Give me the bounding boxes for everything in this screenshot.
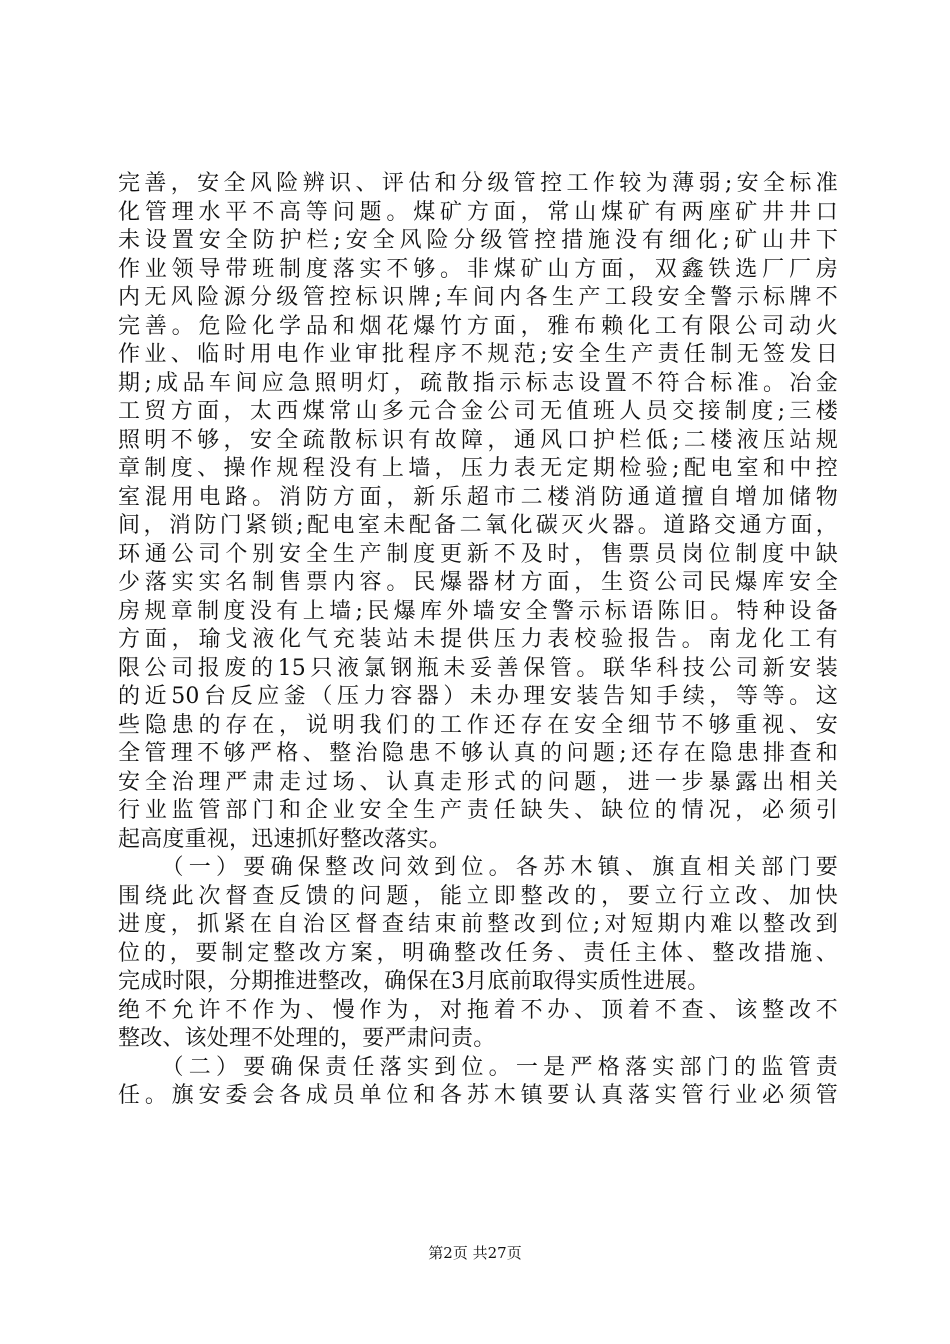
text-line: 围绕此次督查反馈的问题，能立即整改的，要立行立改、加快	[118, 883, 838, 909]
text-line: 内无风险源分级管控标识牌;车间内各生产工段安全警示标牌不	[118, 285, 838, 310]
text-line: 照明不够，安全疏散标识有故障，通风口护栏低;二楼液压站规	[118, 427, 838, 453]
text-line: 少落实实名制售票内容。民爆器材方面，生资公司民爆库安全	[118, 570, 838, 595]
text-line: 完善。危险化学品和烟花爆竹方面，雅布赖化工有限公司动火	[118, 313, 838, 339]
text-line: 作业、临时用电作业审批程序不规范;安全生产责任制无签发日	[118, 342, 838, 367]
text-line: 章制度、操作规程没有上墙，压力表无定期检验;配电室和中控	[118, 456, 838, 481]
text-line: 室混用电路。消防方面，新乐超市二楼消防通道擅自增加储物	[118, 484, 838, 510]
text-line: 完善，安全风险辨识、评估和分级管控工作较为薄弱;安全标准	[118, 171, 838, 196]
text-line: 限公司报废的15只液氯钢瓶未妥善保管。联华科技公司新安装	[118, 655, 838, 681]
text-line: 工贸方面，太西煤常山多元合金公司无值班人员交接制度;三楼	[118, 399, 838, 424]
text-line: 期;成品车间应急照明灯，疏散指示标志设置不符合标准。冶金	[118, 370, 838, 396]
text-line: 全管理不够严格、整治隐患不够认真的问题;还存在隐患排查和	[118, 741, 838, 766]
text-line: 进度，抓紧在自治区督查结束前整改到位;对短期内难以整改到	[118, 912, 838, 937]
text-line: 任。旗安委会各成员单位和各苏木镇要认真落实管行业必须管	[118, 1083, 838, 1108]
text-line: 的近50台反应釜（压力容器）未办理安装告知手续，等等。这	[118, 684, 838, 709]
document-body	[118, 170, 838, 1111]
text-line: 些隐患的存在，说明我们的工作还存在安全细节不够重视、安	[118, 712, 838, 738]
text-line: 间，消防门紧锁;配电室未配备二氧化碳灭火器。道路交通方面，	[118, 513, 838, 538]
text-line: 房规章制度没有上墙;民爆库外墙安全警示标语陈旧。特种设备	[118, 598, 838, 624]
text-line: 化管理水平不高等问题。煤矿方面，常山煤矿有两座矿井井口	[118, 199, 838, 225]
text-line: 起高度重视，迅速抓好整改落实。	[118, 826, 452, 852]
text-line: 安全治理严肃走过场、认真走形式的问题，进一步暴露出相关	[118, 769, 838, 795]
text-line: 未设置安全防护栏;安全风险分级管控措施没有细化;矿山井下	[118, 228, 838, 253]
text-line: 作业领导带班制度落实不够。非煤矿山方面，双鑫铁选厂厂房	[118, 256, 838, 282]
text-line: （一）要确保整改问效到位。各苏木镇、旗直相关部门要	[118, 855, 838, 880]
text-line: 绝不允许不作为、慢作为，对拖着不办、顶着不查、该整改不	[118, 997, 838, 1023]
text-line: 完成时限，分期推进整改，确保在3月底前取得实质性进展。	[118, 969, 710, 994]
text-line: （二）要确保责任落实到位。一是严格落实部门的监管责	[118, 1054, 838, 1080]
text-line: 环通公司个别安全生产制度更新不及时，售票员岗位制度中缺	[118, 541, 838, 567]
text-line: 位的，要制定整改方案，明确整改任务、责任主体、整改措施、	[118, 940, 838, 966]
text-line: 方面，瑜戈液化气充装站未提供压力表校验报告。南龙化工有	[118, 627, 838, 652]
text-line: 整改、该处理不处理的，要严肃问责。	[118, 1026, 496, 1051]
page-footer	[0, 1243, 950, 1263]
page-number: 第2页 共27页	[428, 1244, 522, 1262]
text-line: 行业监管部门和企业安全生产责任缺失、缺位的情况，必须引	[118, 798, 838, 823]
